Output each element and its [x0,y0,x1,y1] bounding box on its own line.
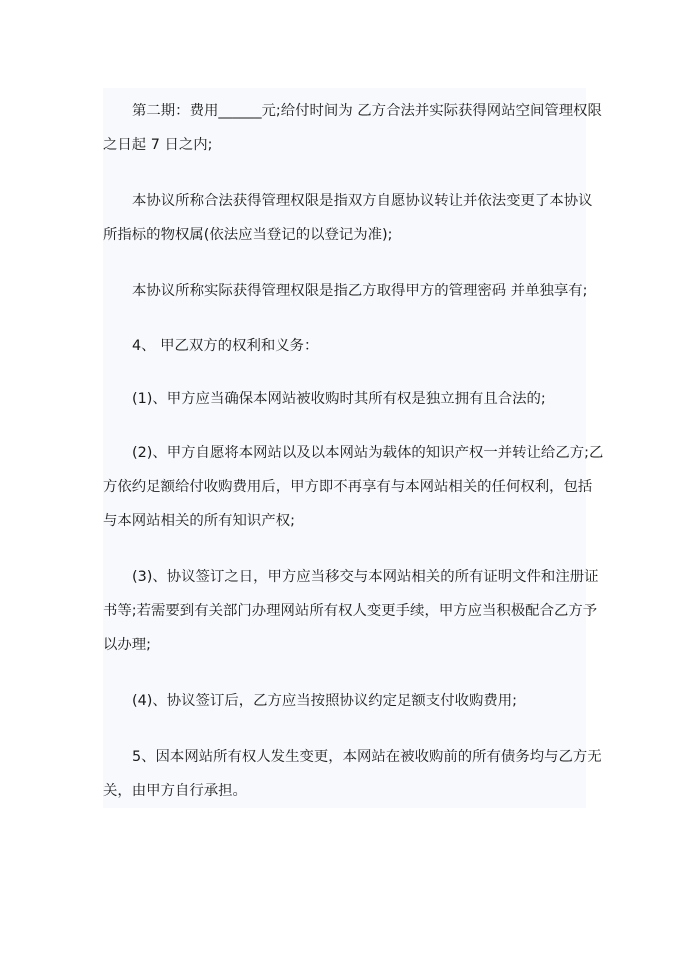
clause-2 [103,436,604,538]
text-line: (2)、甲方自愿将本网站以及以本网站为载体的知识产权一并转让给乙方;乙 [132,445,604,461]
text-line: 之日起 7 日之内; [103,137,213,153]
text-line: 以办理; [103,637,152,653]
text-line: 关，由甲方自行承担。 [103,783,247,799]
text-line: (1)、甲方应当确保本网站被收购时其所有权是独立拥有且合法的; [132,391,546,407]
text-line: 与本网站相关的所有知识产权; [103,513,295,529]
text-line: 第二期：费用______元;给付时间为 乙方合法并实际获得网站空间管理权限 [132,103,602,119]
text-line: 所指标的物权属(依法应当登记的以登记为准); [103,227,393,243]
text-line: 方依约足额给付收购费用后，甲方即不再享有与本网站相关的任何权利，包括 [103,479,593,495]
clause-4 [103,684,586,718]
text-line: (3)、协议签订之日，甲方应当移交与本网站相关的所有证明文件和注册证 [132,569,599,585]
text-line: 本协议所称实际获得管理权限是指乙方取得甲方的管理密码 并单独享有; [132,283,588,299]
clause-3 [103,560,599,662]
text-line: 本协议所称合法获得管理权限是指双方自愿协议转让并依法变更了本协议 [132,193,593,209]
text-line: (4)、协议签订后，乙方应当按照协议约定足额支付收购费用; [132,693,518,709]
paragraph-actual-management-rights [103,274,586,308]
clause-1 [103,382,586,416]
paragraph-legal-management-rights [103,184,593,252]
paragraph-payment-phase-two [103,94,602,162]
text-line: 书等;若需要到有关部门办理网站所有权人变更手续，甲方应当积极配合乙方予 [103,603,598,619]
text-line: 5、因本网站所有权人发生变更，本网站在被收购前的所有债务均与乙方无 [132,749,602,765]
section-heading-rights-obligations [103,329,586,363]
text-line: 4、 甲乙双方的权利和义务： [132,338,319,354]
clause-5 [103,740,602,808]
